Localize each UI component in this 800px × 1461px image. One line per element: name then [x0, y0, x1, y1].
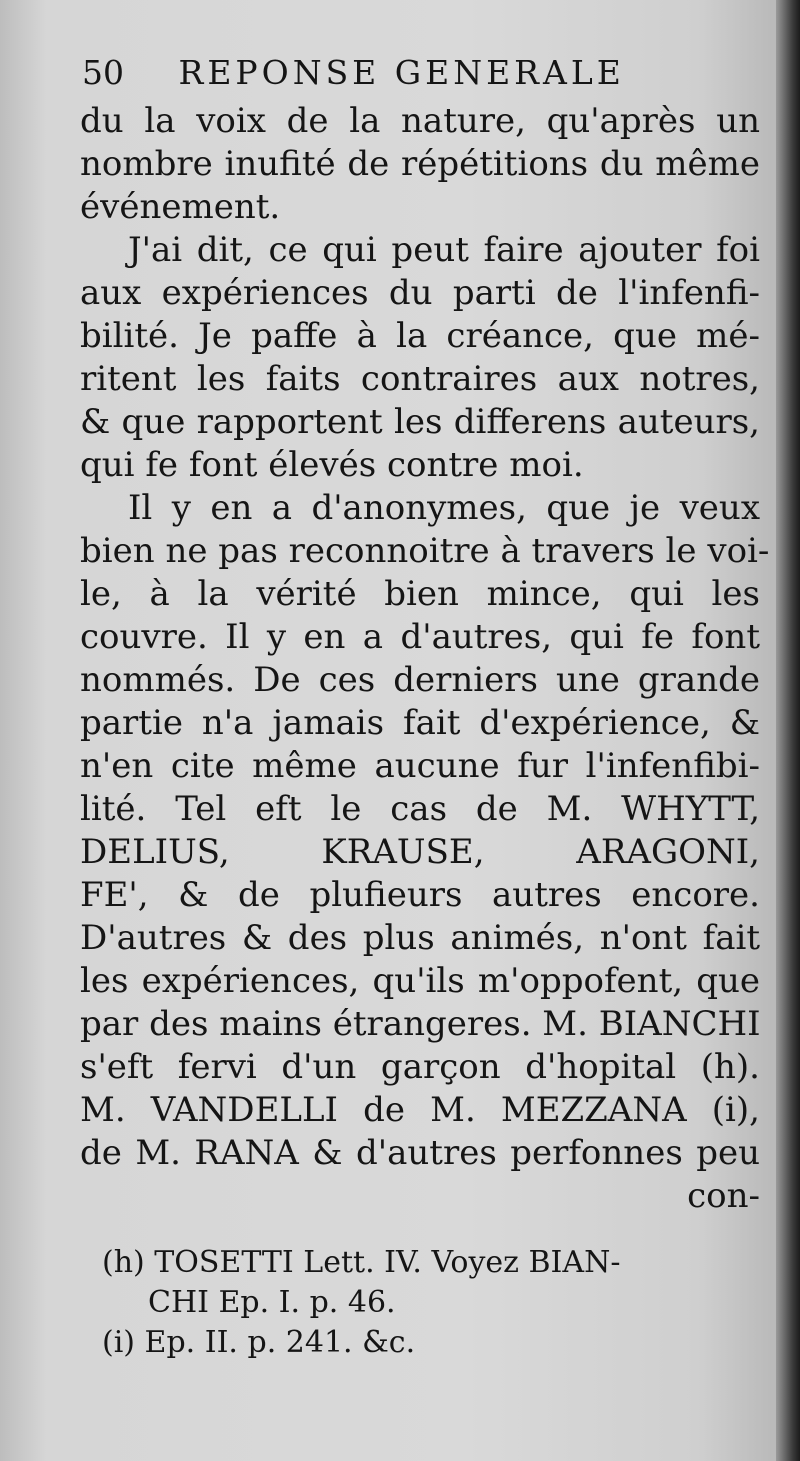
text-line: ritent les faits contraires aux notres, — [80, 359, 760, 399]
text-line: J'ai dit, ce qui peut faire ajouter foi — [128, 230, 760, 270]
text-line: aux expériences du parti de l'infenfi- — [80, 273, 760, 313]
footnote-h: (h) TOSETTI Lett. IV. Voyez BIAN- — [102, 1245, 621, 1280]
text-line: FE', & de plufieurs autres encore. — [80, 875, 760, 915]
footnotes — [102, 1243, 762, 1363]
text-line: lité. Tel eft le cas de M. WHYTT, — [80, 789, 760, 829]
text-line: bien ne pas reconnoitre à travers le voi- — [80, 531, 770, 571]
text-line: n'en cite même aucune fur l'infenfibi- — [80, 746, 760, 786]
page-header — [82, 48, 702, 98]
body-text — [80, 100, 770, 1218]
text-line: du la voix de la nature, qu'après un — [80, 101, 760, 141]
text-line: événement. — [80, 187, 281, 227]
page-gutter-shadow — [776, 0, 800, 1461]
footnote-i: (i) Ep. II. p. 241. &c. — [102, 1325, 416, 1360]
page-number: 50 — [82, 53, 124, 92]
text-line: par des mains étrangeres. M. BIANCHI — [80, 1004, 761, 1044]
text-line: les expériences, qu'ils m'oppofent, que — [80, 961, 760, 1001]
text-line: bilité. Je paffe à la créance, que mé- — [80, 316, 760, 356]
text-line: D'autres & des plus animés, n'ont fait — [80, 918, 760, 958]
text-line: qui fe font élevés contre moi. — [80, 445, 584, 485]
text-line: partie n'a jamais fait d'expérience, & — [80, 703, 760, 743]
text-line: de M. RANA & d'autres perfonnes peu — [80, 1133, 760, 1173]
footnote-h-continued: CHI Ep. I. p. 46. — [148, 1285, 396, 1320]
text-line: nombre inufité de répétitions du même — [80, 144, 760, 184]
text-line: s'eft fervi d'un garçon d'hopital (h). — [80, 1047, 760, 1087]
running-title: REPONSE GENERALE — [178, 53, 625, 92]
text-line: & que rapportent les differens auteurs, — [80, 402, 760, 442]
text-line: nommés. De ces derniers une grande — [80, 660, 760, 700]
text-line: M. VANDELLI de M. MEZZANA (i), — [80, 1090, 760, 1130]
text-line: couvre. Il y en a d'autres, qui fe font — [80, 617, 760, 657]
text-line: le, à la vérité bien mince, qui les — [80, 574, 760, 614]
text-line: Il y en a d'anonymes, que je veux — [128, 488, 760, 528]
catchword: con- — [687, 1176, 760, 1216]
text-line: DELIUS, KRAUSE, ARAGONI, — [80, 832, 760, 872]
